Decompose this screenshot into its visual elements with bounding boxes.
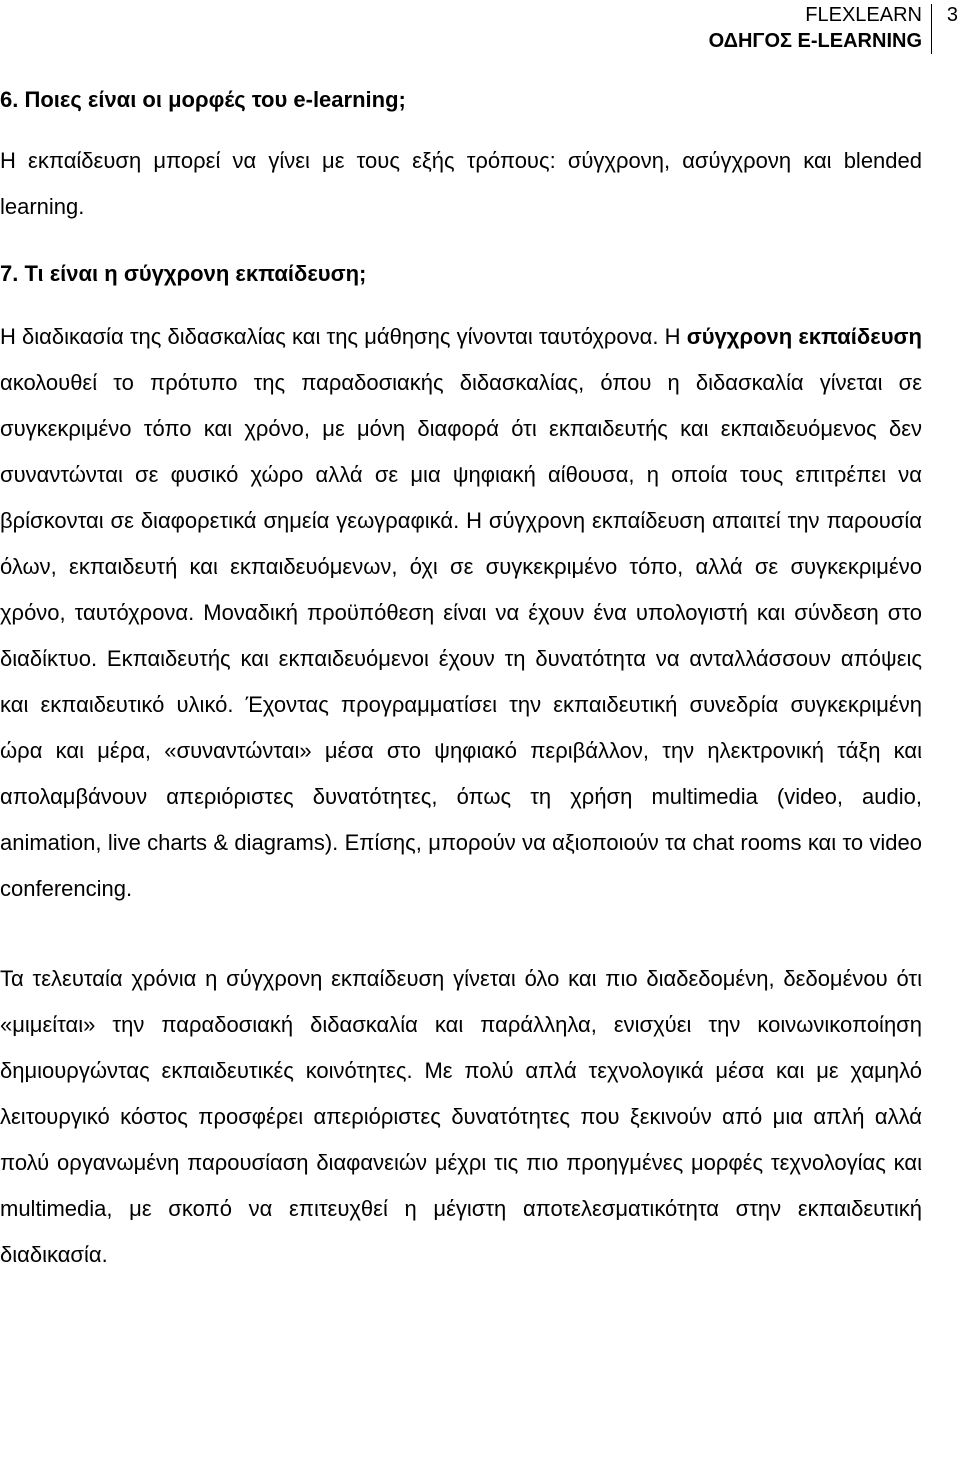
header-subtitle: ΟΔΗΓΟΣ E-LEARNING <box>708 30 922 52</box>
header-divider <box>931 4 932 54</box>
page-header <box>0 2 960 54</box>
paragraph-text-rest: ακολουθεί το πρότυπο της παραδοσιακής διδασκαλίας, όπου η διδασκαλία γίνεται σε συγκεκριμένο τόπο και χρόνο, με μόνη διαφορά ότι εκπαιδευτής και εκπαιδευόμενος δεν συναντώνται σε φυσικό χώρο αλλά σε μια ψηφιακή αίθουσα, η οποία τους επιτρέπει να βρίσκονται σε διαφορετικά σημεία γεωγραφικά. Η σύγχρονη εκπαίδευση απαιτεί την παρουσία όλων, εκπαιδευτή και εκπαιδευόμενων, όχι σε συγκεκριμένο τόπο, αλλά σε συγκεκριμένο χρόνο, ταυτόχρονα. Μοναδική προϋπόθεση είναι να έχουν ένα υπολογιστή και σύνδεση στο διαδίκτυο. Εκπαιδευτής και εκπαιδευόμενοι έχουν τη δυνατότητα να ανταλλάσσουν απόψεις και εκπαιδευτικό υλικό. Έχοντας προγραμματίσει την εκπαιδευτική συνεδρία συγκεκριμένη ώρα και μέρα, «συναντώνται» μέσα στο ψηφιακό περιβάλλον, την ηλεκτρονική τάξη και απολαμβάνουν απεριόριστες δυνατότητες, όπως τη χρήση multimedia (video, audio, animation, live charts & diagrams). Επίσης, μπορούν να αξιοποιούν τα chat rooms και το video conferencing. <box>0 370 922 901</box>
paragraph-recent-years: Τα τελευταία χρόνια η σύγχρονη εκπαίδευση γίνεται όλο και πιο διαδεδομένη, δεδομένου ότι «μιμείται» την παραδοσιακή διδασκαλία και παράλληλα, ενισχύει την κοινωνικοποίηση δημιουργώντας εκπαιδευτικές κοινότητες. Με πολύ απλά τεχνολογικά μέσα και με χαμηλό λειτουργικό κόστος προσφέρει απεριόριστες δυνατότητες που ξεκινούν από μια απλή αλλά πολύ οργανωμένη παρουσίαση διαφανειών μέχρι τις πιο προηγμένες μορφές τεχνολογίας και multimedia, με σκοπό να επιτευχθεί η μέγιστη αποτελεσματικότητα στην εκπαιδευτική διαδικασία. <box>0 966 922 1267</box>
section-heading-6: 6. Ποιες είναι οι μορφές του e-learning; <box>0 87 406 112</box>
bold-term: σύγχρονη εκπαίδευση <box>686 324 922 349</box>
header-title-block <box>709 2 922 54</box>
document-body <box>0 82 922 1278</box>
page-number: 3 <box>946 4 958 26</box>
paragraph-forms-of-elearning: Η εκπαίδευση μπορεί να γίνει με τους εξής τρόπους: σύγχρονη, ασύγχρονη και blended learning. <box>0 148 922 219</box>
paragraph-synchronous-education <box>0 314 922 912</box>
header-brand: FLEXLEARN <box>805 4 922 26</box>
section-heading-7: 7. Τι είναι η σύγχρονη εκπαίδευση; <box>0 261 367 286</box>
paragraph-text-start: Η διαδικασία της διδασκαλίας και της μάθησης γίνονται ταυτόχρονα. Η <box>0 324 687 349</box>
